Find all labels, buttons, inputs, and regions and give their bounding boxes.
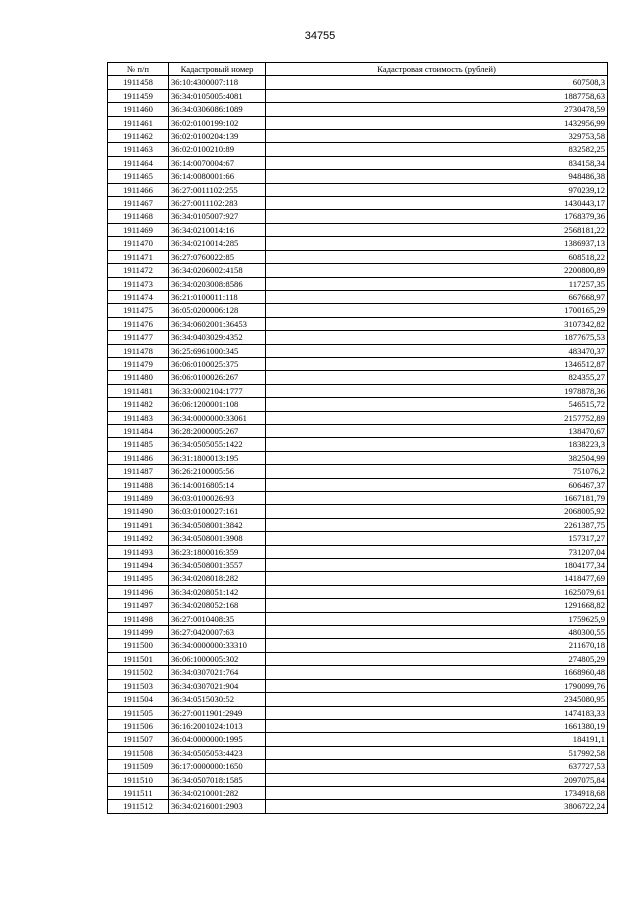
cadastral-number-cell: 36:34:0105005:4081	[169, 89, 266, 102]
cadastral-number-cell: 36:34:0403029:4352	[169, 331, 266, 344]
cadastral-number-cell: 36:34:0508001:3842	[169, 518, 266, 531]
row-index-cell: 1911477	[108, 331, 169, 344]
table-row	[108, 545, 608, 558]
table-row	[108, 143, 608, 156]
table-row	[108, 532, 608, 545]
cadastral-value-cell: 606467,37	[266, 478, 608, 491]
row-index-cell: 1911470	[108, 237, 169, 250]
cadastral-number-cell: 36:34:0508001:3557	[169, 559, 266, 572]
cadastral-value-table	[107, 62, 608, 814]
cadastral-number-cell: 36:02:0100204:139	[169, 130, 266, 143]
cadastral-value-cell: 1346512,87	[266, 357, 608, 370]
cadastral-number-cell: 36:34:0307021:764	[169, 666, 266, 679]
row-index-cell: 1911473	[108, 277, 169, 290]
cadastral-value-cell: 382504,99	[266, 451, 608, 464]
cadastral-number-cell: 36:34:0505053:4423	[169, 746, 266, 759]
cadastral-value-cell: 1768379,36	[266, 210, 608, 223]
row-index-cell: 1911483	[108, 411, 169, 424]
row-index-cell: 1911474	[108, 290, 169, 303]
cadastral-number-cell: 36:16:2001024:1013	[169, 719, 266, 732]
table-row	[108, 746, 608, 759]
cadastral-value-cell: 157317,27	[266, 532, 608, 545]
cadastral-value-cell: 970239,12	[266, 183, 608, 196]
page-number: 34755	[304, 30, 336, 42]
cadastral-value-cell: 2068005,92	[266, 505, 608, 518]
cadastral-value-cell: 751076,2	[266, 465, 608, 478]
table-row	[108, 626, 608, 639]
cadastral-number-cell: 36:04:0000000:1995	[169, 733, 266, 746]
table-row	[108, 786, 608, 799]
row-index-cell: 1911464	[108, 156, 169, 169]
cadastral-value-cell: 1430443,17	[266, 197, 608, 210]
row-index-cell: 1911504	[108, 693, 169, 706]
table-row	[108, 652, 608, 665]
table-row	[108, 371, 608, 384]
cadastral-value-cell: 1432956,99	[266, 116, 608, 129]
row-index-cell: 1911500	[108, 639, 169, 652]
table-row	[108, 384, 608, 397]
table-row	[108, 478, 608, 491]
cadastral-number-cell: 36:34:0505055:1422	[169, 438, 266, 451]
column-header-cadastral-value: Кадастровая стоимость (рублей)	[266, 63, 608, 76]
row-index-cell: 1911460	[108, 103, 169, 116]
cadastral-value-cell: 2200800,89	[266, 264, 608, 277]
cadastral-value-cell: 117257,35	[266, 277, 608, 290]
row-index-cell: 1911495	[108, 572, 169, 585]
cadastral-number-cell: 36:33:0002104:1777	[169, 384, 266, 397]
row-index-cell: 1911494	[108, 559, 169, 572]
row-index-cell: 1911458	[108, 76, 169, 89]
table-row	[108, 800, 608, 813]
table-row	[108, 706, 608, 719]
cadastral-value-cell: 832582,25	[266, 143, 608, 156]
row-index-cell: 1911510	[108, 773, 169, 786]
cadastral-number-cell: 36:23:1800016:359	[169, 545, 266, 558]
cadastral-number-cell: 36:27:0420007:63	[169, 626, 266, 639]
cadastral-value-cell: 2568181,22	[266, 223, 608, 236]
cadastral-value-cell: 824355,27	[266, 371, 608, 384]
cadastral-number-cell: 36:27:0760022:85	[169, 250, 266, 263]
cadastral-value-cell: 1838223,3	[266, 438, 608, 451]
table-row	[108, 398, 608, 411]
table-row	[108, 559, 608, 572]
cadastral-number-cell: 36:34:0105007:927	[169, 210, 266, 223]
cadastral-value-cell: 2261387,75	[266, 518, 608, 531]
cadastral-number-cell: 36:34:0306086:1089	[169, 103, 266, 116]
cadastral-number-cell: 36:27:0011102:283	[169, 197, 266, 210]
cadastral-value-cell: 211670,18	[266, 639, 608, 652]
table-row	[108, 197, 608, 210]
cadastral-number-cell: 36:34:0602001:36453	[169, 317, 266, 330]
cadastral-value-cell: 1386937,13	[266, 237, 608, 250]
table-row	[108, 76, 608, 89]
cadastral-value-cell: 184191,1	[266, 733, 608, 746]
cadastral-value-cell: 834158,34	[266, 156, 608, 169]
cadastral-number-cell: 36:02:0100199:102	[169, 116, 266, 129]
table-row	[108, 424, 608, 437]
row-index-cell: 1911485	[108, 438, 169, 451]
row-index-cell: 1911496	[108, 585, 169, 598]
cadastral-value-cell: 1625079,61	[266, 585, 608, 598]
column-header-cadastral-number: Кадастровый номер	[169, 63, 266, 76]
table-row	[108, 116, 608, 129]
cadastral-value-cell: 1700165,29	[266, 304, 608, 317]
cadastral-number-cell: 36:06:1000005:302	[169, 652, 266, 665]
table-row	[108, 237, 608, 250]
cadastral-value-cell: 2097075,84	[266, 773, 608, 786]
cadastral-value-cell: 1668960,48	[266, 666, 608, 679]
cadastral-value-cell: 1887758,63	[266, 89, 608, 102]
row-index-cell: 1911469	[108, 223, 169, 236]
cadastral-number-cell: 36:03:0100026:93	[169, 492, 266, 505]
row-index-cell: 1911487	[108, 465, 169, 478]
cadastral-value-cell: 731207,04	[266, 545, 608, 558]
cadastral-number-cell: 36:14:0016805:14	[169, 478, 266, 491]
row-index-cell: 1911497	[108, 599, 169, 612]
cadastral-value-cell: 2730478,59	[266, 103, 608, 116]
row-index-cell: 1911499	[108, 626, 169, 639]
cadastral-value-cell: 3107342,82	[266, 317, 608, 330]
table-row	[108, 719, 608, 732]
cadastral-value-cell: 1877675,53	[266, 331, 608, 344]
cadastral-value-cell: 637727,53	[266, 760, 608, 773]
row-index-cell: 1911481	[108, 384, 169, 397]
cadastral-number-cell: 36:06:0100025:375	[169, 357, 266, 370]
row-index-cell: 1911463	[108, 143, 169, 156]
cadastral-number-cell: 36:27:0011102:255	[169, 183, 266, 196]
table-row	[108, 277, 608, 290]
cadastral-number-cell: 36:34:0208018:282	[169, 572, 266, 585]
table-row	[108, 170, 608, 183]
row-index-cell: 1911509	[108, 760, 169, 773]
cadastral-number-cell: 36:34:0208051:142	[169, 585, 266, 598]
row-index-cell: 1911461	[108, 116, 169, 129]
row-index-cell: 1911493	[108, 545, 169, 558]
table-row	[108, 103, 608, 116]
table-row	[108, 290, 608, 303]
table-row	[108, 572, 608, 585]
cadastral-value-cell: 546515,72	[266, 398, 608, 411]
cadastral-number-cell: 36:14:0080001:66	[169, 170, 266, 183]
cadastral-number-cell: 36:34:0307021:904	[169, 679, 266, 692]
row-index-cell: 1911512	[108, 800, 169, 813]
table-row	[108, 130, 608, 143]
row-index-cell: 1911488	[108, 478, 169, 491]
table-row	[108, 585, 608, 598]
row-index-cell: 1911503	[108, 679, 169, 692]
row-index-cell: 1911466	[108, 183, 169, 196]
cadastral-number-cell: 36:28:2000005:267	[169, 424, 266, 437]
row-index-cell: 1911511	[108, 786, 169, 799]
table-row	[108, 317, 608, 330]
cadastral-value-cell: 2157752,89	[266, 411, 608, 424]
cadastral-value-cell: 1790099,76	[266, 679, 608, 692]
cadastral-value-cell: 138470,67	[266, 424, 608, 437]
row-index-cell: 1911498	[108, 612, 169, 625]
cadastral-value-cell: 1474183,33	[266, 706, 608, 719]
row-index-cell: 1911506	[108, 719, 169, 732]
cadastral-number-cell: 36:14:0070004:67	[169, 156, 266, 169]
row-index-cell: 1911467	[108, 197, 169, 210]
table-row	[108, 505, 608, 518]
table-row	[108, 773, 608, 786]
cadastral-number-cell: 36:06:1200001:108	[169, 398, 266, 411]
cadastral-number-cell: 36:26:2100005:56	[169, 465, 266, 478]
row-index-cell: 1911484	[108, 424, 169, 437]
table-row	[108, 264, 608, 277]
table-row	[108, 492, 608, 505]
row-index-cell: 1911501	[108, 652, 169, 665]
cadastral-value-cell: 948486,38	[266, 170, 608, 183]
table-row	[108, 760, 608, 773]
cadastral-number-cell: 36:34:0508001:3908	[169, 532, 266, 545]
cadastral-value-cell: 608518,22	[266, 250, 608, 263]
cadastral-value-cell: 1667181,79	[266, 492, 608, 505]
table-row	[108, 599, 608, 612]
cadastral-value-cell: 1804177,34	[266, 559, 608, 572]
table-row	[108, 183, 608, 196]
cadastral-number-cell: 36:05:0200006:128	[169, 304, 266, 317]
cadastral-value-cell: 517992,58	[266, 746, 608, 759]
cadastral-value-cell: 2345080,95	[266, 693, 608, 706]
row-index-cell: 1911465	[108, 170, 169, 183]
table-row	[108, 518, 608, 531]
row-index-cell: 1911475	[108, 304, 169, 317]
row-index-cell: 1911482	[108, 398, 169, 411]
cadastral-number-cell: 36:34:0203008:8586	[169, 277, 266, 290]
cadastral-value-cell: 1734918,68	[266, 786, 608, 799]
cadastral-number-cell: 36:34:0000000:33310	[169, 639, 266, 652]
row-index-cell: 1911508	[108, 746, 169, 759]
cadastral-value-cell: 1978878,36	[266, 384, 608, 397]
cadastral-number-cell: 36:27:0011901:2949	[169, 706, 266, 719]
cadastral-number-cell: 36:34:0000000:33061	[169, 411, 266, 424]
table-row	[108, 250, 608, 263]
row-index-cell: 1911476	[108, 317, 169, 330]
table-row	[108, 304, 608, 317]
cadastral-number-cell: 36:34:0216001:2903	[169, 800, 266, 813]
cadastral-number-cell: 36:06:0100026:267	[169, 371, 266, 384]
table-row	[108, 156, 608, 169]
table-body	[108, 76, 608, 813]
row-index-cell: 1911492	[108, 532, 169, 545]
cadastral-number-cell: 36:34:0210014:16	[169, 223, 266, 236]
table-row	[108, 357, 608, 370]
cadastral-number-cell: 36:34:0208052:168	[169, 599, 266, 612]
table-row	[108, 465, 608, 478]
row-index-cell: 1911491	[108, 518, 169, 531]
table-row	[108, 666, 608, 679]
cadastral-value-cell: 480300,55	[266, 626, 608, 639]
table-row	[108, 89, 608, 102]
row-index-cell: 1911505	[108, 706, 169, 719]
table-row	[108, 331, 608, 344]
row-index-cell: 1911480	[108, 371, 169, 384]
cadastral-value-cell: 483470,37	[266, 344, 608, 357]
row-index-cell: 1911462	[108, 130, 169, 143]
cadastral-number-cell: 36:34:0206002:4158	[169, 264, 266, 277]
table-row	[108, 210, 608, 223]
cadastral-number-cell: 36:34:0515030:52	[169, 693, 266, 706]
cadastral-number-cell: 36:34:0210014:285	[169, 237, 266, 250]
cadastral-value-cell: 3806722,24	[266, 800, 608, 813]
row-index-cell: 1911486	[108, 451, 169, 464]
cadastral-number-cell: 36:17:0000000:1650	[169, 760, 266, 773]
cadastral-value-cell: 329753,58	[266, 130, 608, 143]
cadastral-value-cell: 274805,29	[266, 652, 608, 665]
cadastral-number-cell: 36:10:4300007:118	[169, 76, 266, 89]
table-row	[108, 438, 608, 451]
cadastral-number-cell: 36:27:0010408:35	[169, 612, 266, 625]
cadastral-number-cell: 36:02:0100210:89	[169, 143, 266, 156]
cadastral-value-cell: 1661380,19	[266, 719, 608, 732]
cadastral-number-cell: 36:25:6961000:345	[169, 344, 266, 357]
table-row	[108, 451, 608, 464]
row-index-cell: 1911507	[108, 733, 169, 746]
cadastral-value-cell: 1759625,9	[266, 612, 608, 625]
row-index-cell: 1911471	[108, 250, 169, 263]
cadastral-value-cell: 1291668,82	[266, 599, 608, 612]
cadastral-number-cell: 36:34:0210001:282	[169, 786, 266, 799]
table-row	[108, 612, 608, 625]
row-index-cell: 1911489	[108, 492, 169, 505]
cadastral-number-cell: 36:03:0100027:161	[169, 505, 266, 518]
row-index-cell: 1911468	[108, 210, 169, 223]
row-index-cell: 1911472	[108, 264, 169, 277]
cadastral-value-cell: 607508,3	[266, 76, 608, 89]
table-row	[108, 411, 608, 424]
table-row	[108, 223, 608, 236]
column-header-index: № п/п	[108, 63, 169, 76]
cadastral-value-cell: 667668,97	[266, 290, 608, 303]
table-row	[108, 679, 608, 692]
table-row	[108, 733, 608, 746]
row-index-cell: 1911502	[108, 666, 169, 679]
table-row	[108, 693, 608, 706]
cadastral-value-cell: 1418477,69	[266, 572, 608, 585]
row-index-cell: 1911478	[108, 344, 169, 357]
table-row	[108, 639, 608, 652]
row-index-cell: 1911459	[108, 89, 169, 102]
table-header-row	[108, 63, 608, 76]
row-index-cell: 1911490	[108, 505, 169, 518]
cadastral-number-cell: 36:34:0507018:1585	[169, 773, 266, 786]
row-index-cell: 1911479	[108, 357, 169, 370]
table-row	[108, 344, 608, 357]
cadastral-number-cell: 36:31:1800013:195	[169, 451, 266, 464]
cadastral-number-cell: 36:21:0100011:118	[169, 290, 266, 303]
